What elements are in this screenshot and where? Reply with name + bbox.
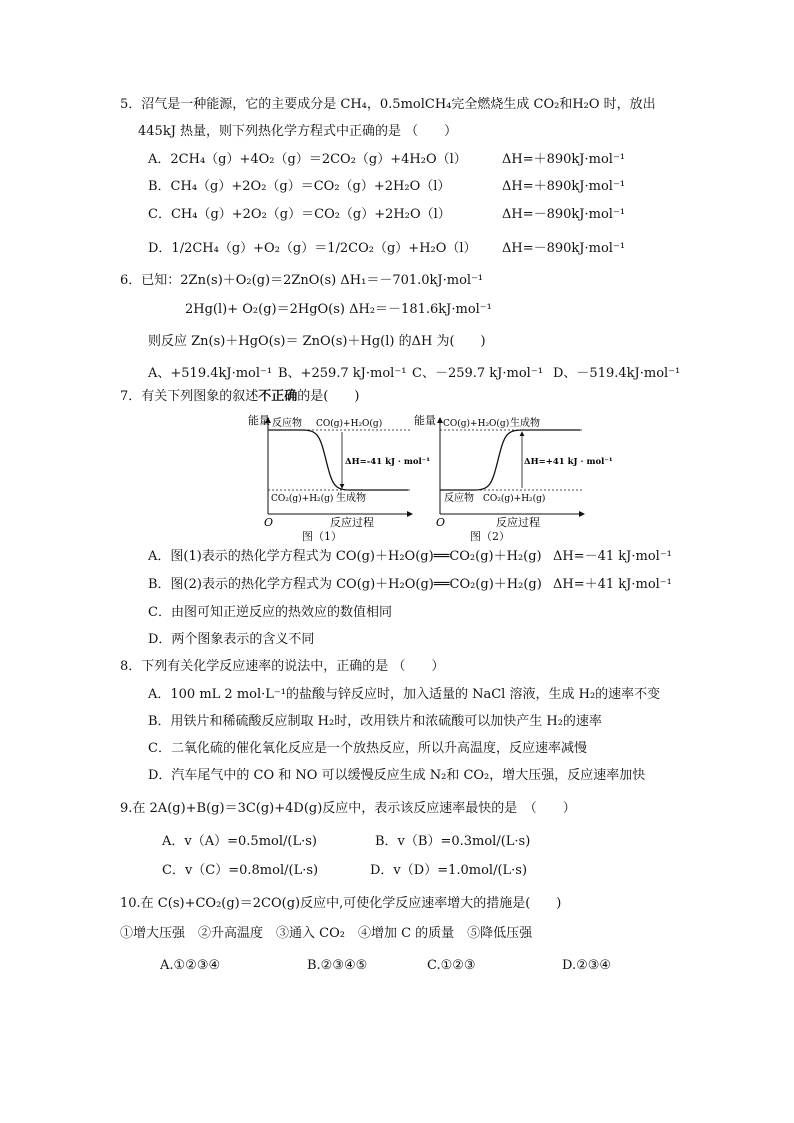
q5-option-c-dh: ΔH=－890kJ·mol⁻¹	[502, 207, 626, 222]
q10-option-c: C.①②③	[427, 958, 476, 973]
bottom-left-label: 反应物	[444, 493, 474, 504]
q5-option-c-eq: C．CH₄（g）+2O₂（g）＝CO₂（g）+2H₂O（l）	[148, 207, 451, 222]
q9-option-c: C．v（C）=0.8mol/(L·s)	[162, 863, 319, 878]
q7-option-a	[148, 548, 678, 566]
energy-diagram-2	[412, 410, 613, 540]
figure-1-caption: 图（1）	[302, 530, 342, 543]
energy-diagram-1	[240, 410, 430, 540]
q9-option-d: D．v（D）=1.0mol/(L·s)	[370, 863, 528, 878]
q7-stem-bold: 不正确	[258, 389, 298, 404]
q5-stem-line1: 5．沼气是一种能源，它的主要成分是 CH₄，0.5molCH₄完全燃烧生成 CO₂和H₂O 时，放出	[120, 97, 656, 112]
q5-option-a-eq: A．2CH₄（g）+4O₂（g）＝2CO₂（g）+4H₂O（l）	[148, 152, 467, 167]
q10-measures: ①增大压强 ②升高温度 ③通入 CO₂ ④增加 C 的质量 ⑤降低压强	[120, 926, 533, 941]
q5-option-d-dh: ΔH=－890kJ·mol⁻¹	[502, 241, 626, 256]
q7-option-c: C．由图可知正逆反应的热效应的数值相同	[148, 605, 392, 620]
figure-2-caption: 图（2）	[470, 530, 510, 543]
q9-option-b: B．v（B）=0.3mol/(L·s)	[375, 834, 531, 849]
q10-stem: 10.在 C(s)+CO₂(g)＝2CO(g)反应中,可使化学反应速率增大的措施是( )	[120, 896, 562, 911]
q7-option-a-dh: ΔH=－41 kJ·mol⁻¹	[553, 549, 672, 564]
q6-option-a: A、+519.4kJ·mol⁻¹	[148, 366, 273, 381]
q6-option-d: D、－519.4kJ·mol⁻¹	[553, 366, 681, 381]
q8-option-c: C．二氧化硫的催化氧化反应是一个放热反应，所以升高温度，反应速率减慢	[148, 741, 587, 756]
q9-option-a: A．v（A）=0.5mol/(L·s)	[162, 834, 317, 849]
q5-option-d	[148, 240, 678, 258]
q9-stem: 9.在 2A(g)+B(g)＝3C(g)+4D(g)反应中，表示该反应速率最快的是 （ ）	[120, 801, 576, 816]
q6-option-c: C、－259.7 kJ·mol⁻¹	[412, 366, 543, 381]
q5-option-a	[148, 151, 678, 169]
bottom-right-label: CO₂(g)+H₂(g)	[483, 494, 546, 504]
dh-label: ΔH=+41 kJ · mol⁻¹	[524, 457, 613, 467]
q6-stem-line3: 则反应 Zn(s)＋HgO(s)＝ ZnO(s)＋Hg(l) 的ΔH 为( )	[148, 334, 486, 349]
q10-option-b: B.②③④⑤	[307, 958, 368, 973]
q8-stem: 8．下列有关化学反应速率的说法中，正确的是 （ ）	[120, 659, 445, 674]
q5-option-a-dh: ΔH=＋890kJ·mol⁻¹	[502, 152, 626, 167]
q7-option-a-eq: A．图(1)表示的热化学方程式为 CO(g)＋H₂O(g)══CO₂(g)＋H₂(g)	[148, 549, 542, 564]
q5-option-b-dh: ΔH=＋890kJ·mol⁻¹	[502, 179, 626, 194]
origin-label: O	[264, 516, 274, 529]
q5-option-b	[148, 178, 678, 196]
origin-label: O	[436, 516, 446, 529]
q8-option-b: B．用铁片和稀硫酸反应制取 H₂时，改用铁片和浓硫酸可以加快产生 H₂的速率	[148, 714, 602, 729]
q7-option-d: D．两个图象表示的含义不同	[148, 632, 315, 647]
top-left-label: 反应物	[272, 418, 302, 429]
q7-option-b	[148, 576, 678, 594]
q8-option-a: A．100 mL 2 mol·L⁻¹的盐酸与锌反应时，加入适量的 NaCl 溶液，生成 H₂的速率不变	[148, 687, 661, 702]
q8-option-d: D．汽车尾气中的 CO 和 NO 可以缓慢反应生成 N₂和 CO₂，增大压强，反应速率加快	[148, 768, 646, 783]
q7-stem-suffix: 的是( )	[297, 389, 360, 404]
q7-option-b-eq: B．图(2)表示的热化学方程式为 CO(g)＋H₂O(g)══CO₂(g)＋H₂(g)	[148, 577, 542, 592]
q7-stem-prefix: 7．有关下列图象的叙述	[120, 389, 259, 404]
q5-option-d-eq: D．1/2CH₄（g）+O₂（g）＝1/2CO₂（g）+H₂O（l）	[148, 241, 477, 256]
top-right-label: 生成物	[510, 418, 540, 429]
y-label: 能量	[248, 414, 270, 427]
top-right-label: CO(g)+H₂O(g)	[316, 419, 383, 429]
bottom-right-label: 生成物	[336, 493, 366, 504]
x-label: 反应过程	[330, 516, 374, 529]
q5-option-b-eq: B．CH₄（g）+2O₂（g）＝CO₂（g）+2H₂O（l）	[148, 179, 451, 194]
x-label: 反应过程	[496, 516, 540, 529]
q5-stem-line2: 445kJ 热量，则下列热化学方程式中正确的是 （ ）	[138, 124, 458, 139]
q6-option-b: B、+259.7 kJ·mol⁻¹	[278, 366, 407, 381]
bottom-left-label: CO₂(g)+H₂(g)	[271, 494, 334, 504]
top-left-label: CO(g)+H₂O(g)	[443, 419, 510, 429]
q10-option-a: A.①②③④	[160, 958, 221, 973]
q6-stem-line2: 2Hg(l)+ O₂(g)＝2HgO(s) ΔH₂＝－181.6kJ·mol⁻¹	[185, 302, 492, 317]
dh-label: ΔH=-41 kJ · mol⁻¹	[345, 457, 430, 467]
q7-option-b-dh: ΔH=＋41 kJ·mol⁻¹	[553, 577, 672, 592]
q5-option-c	[148, 206, 678, 224]
y-label: 能量	[414, 414, 436, 427]
q10-option-d: D.②③④	[562, 958, 612, 973]
q6-stem-line1: 6．已知：2Zn(s)＋O₂(g)＝2ZnO(s) ΔH₁＝－701.0kJ·mol⁻¹	[120, 273, 484, 288]
q7-stem	[120, 388, 359, 406]
